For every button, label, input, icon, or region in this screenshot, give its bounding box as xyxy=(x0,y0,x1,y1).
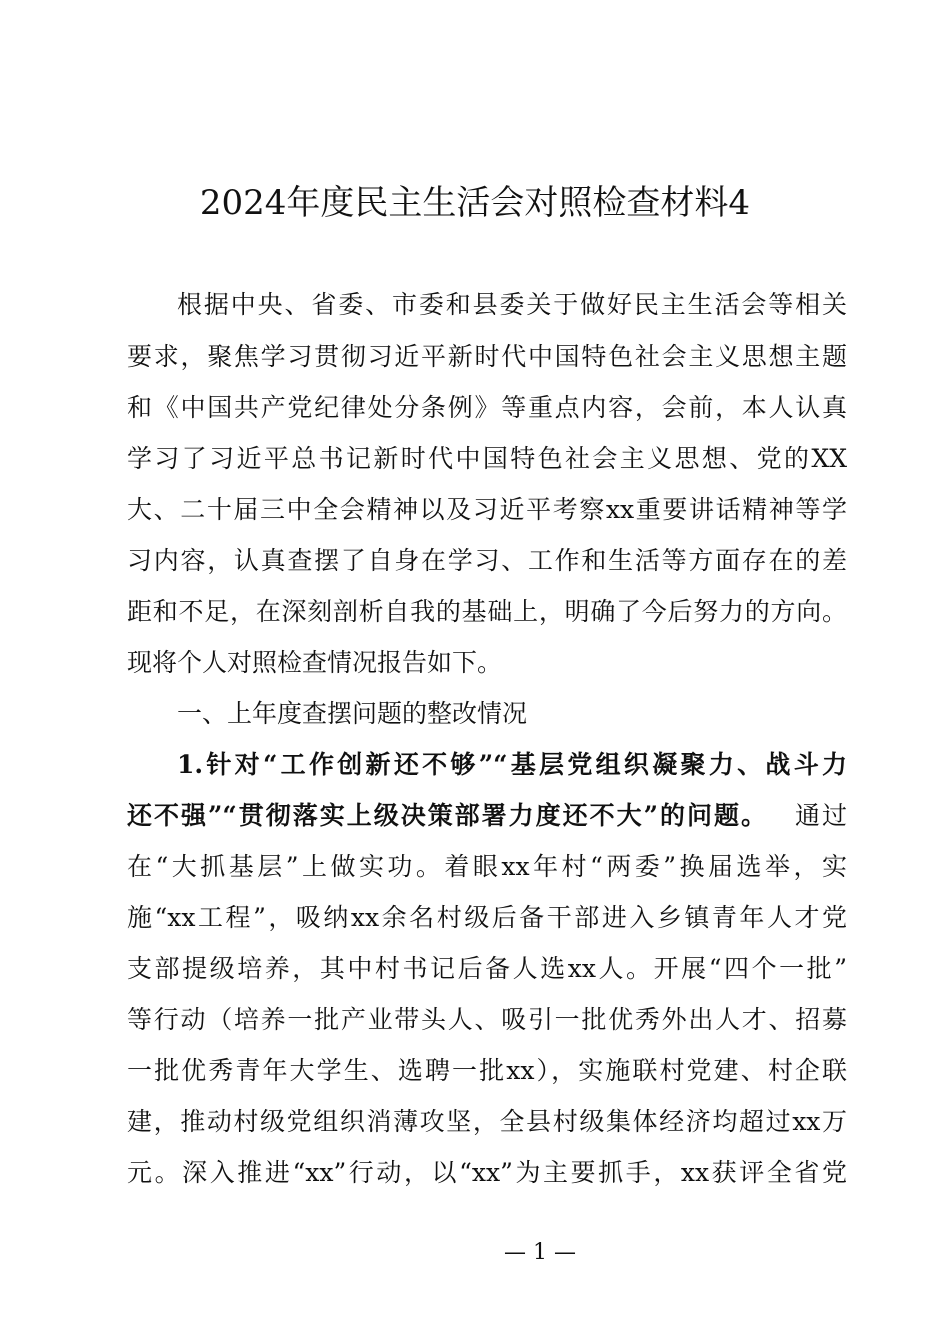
text-line: 学习了习近平总书记新时代中国特色社会主义思想、党的XX xyxy=(127,444,847,473)
section-heading: 一、上年度查摆问题的整改情况 xyxy=(177,699,528,728)
text-run: 通过 xyxy=(792,801,847,830)
text-line: 要求，聚焦学习贯彻习近平新时代中国特色社会主义思想主题 xyxy=(127,342,847,371)
text-line: 等行动（培养一批产业带头人、吸引一批优秀外出人才、招募 xyxy=(127,1005,847,1034)
text-line: 支部提级培养，其中村书记后备人选xx人。开展“四个一批” xyxy=(127,954,847,983)
text-line: 大、二十届三中全会精神以及习近平考察xx重要讲话精神等学 xyxy=(127,495,847,524)
text-line: 和《中国共产党纪律处分条例》等重点内容，会前，本人认真 xyxy=(127,393,847,422)
text-line: 现将个人对照检查情况报告如下。 xyxy=(127,648,503,677)
item-1-bold-heading-cont: 还不强”“贯彻落实上级决策部署力度还不大”的问题。 xyxy=(127,801,768,830)
text-line: 在“大抓基层”上做实功。着眼xx年村“两委”换届选举，实 xyxy=(127,852,847,881)
text-line: 施“xx工程”，吸纳xx余名村级后备干部进入乡镇青年人才党 xyxy=(127,903,847,932)
text-line: 一批优秀青年大学生、选聘一批xx），实施联村党建、村企联 xyxy=(127,1056,847,1085)
text-line xyxy=(127,749,847,781)
page-number: — 1 — xyxy=(504,1240,576,1265)
text-line: 根据中央、省委、市委和县委关于做好民主生活会等相关 xyxy=(177,290,847,319)
text-line xyxy=(127,800,847,832)
item-1-bold-heading: 1.针对“工作创新还不够”“基层党组织凝聚力、战斗力 xyxy=(177,750,847,779)
text-line: 元。深入推进“xx”行动，以“xx”为主要抓手，xx获评全省党 xyxy=(127,1158,847,1187)
text-line: 建，推动村级党组织消薄攻坚，全县村级集体经济均超过xx万 xyxy=(127,1107,847,1136)
page-title: 2024年度民主生活会对照检查材料4 xyxy=(199,183,751,223)
text-line: 习内容，认真查摆了自身在学习、工作和生活等方面存在的差 xyxy=(127,546,847,575)
text-line: 距和不足，在深刻剖析自我的基础上，明确了今后努力的方向。 xyxy=(127,597,847,626)
